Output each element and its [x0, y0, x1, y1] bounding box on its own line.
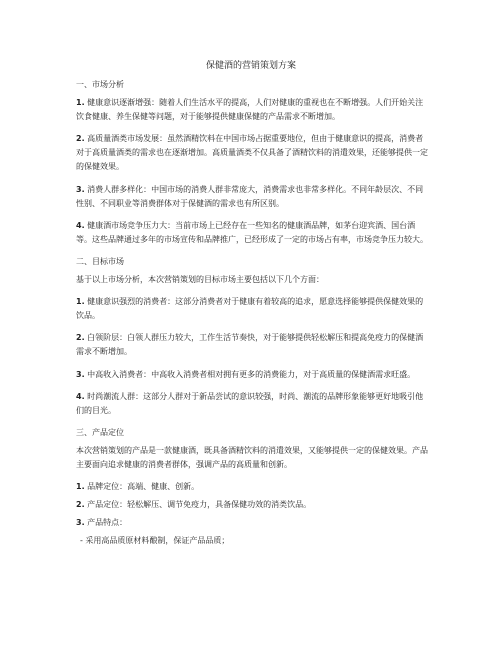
item-text: 白领阶层：白领人群压力较大，工作生活节奏快，对于能够提供轻松解压和提高免疫力的保健酒需求不断增加。: [76, 333, 424, 357]
item-number: 1.: [76, 482, 85, 492]
paragraph: 基于以上市场分析，本次营销策划的目标市场主要包括以下几个方面：: [76, 275, 324, 285]
paragraph: [76, 96, 428, 124]
item-text: 高质量酒类市场发展：虽然酒精饮料在中国市场占据重要地位，但由于健康意识的提高，消费者对于高质量酒类的需求也在逐渐增加。高质量酒类不仅具备了酒精饮料的消遣效果，还能够提供一定的保健效果。: [76, 134, 428, 172]
paragraph: [76, 219, 428, 247]
paragraph: [76, 516, 428, 530]
paragraph: [76, 183, 428, 211]
item-text: 健康酒市场竞争压力大：当前市场上已经存在一些知名的健康酒品牌，如茅台迎宾酒、国台酒等。这些品牌通过多年的市场宣传和品牌推广，已经形成了一定的市场占有率，市场竞争压力较大。: [76, 220, 428, 244]
item-number: 2.: [76, 333, 85, 343]
bullet-item: - 采用高品质原材料酿制，保证产品品质；: [80, 536, 230, 546]
item-number: 3.: [76, 184, 85, 194]
item-text: 产品特点：: [87, 518, 128, 528]
section-heading-target-market: 二、目标市场: [76, 256, 124, 266]
paragraph: 本次营销策划的产品是一款健康酒，既具备酒精饮料的消遣效果，又能够提供一定的保健效果。产品主要面向追求健康的消费者群体，强调产品的高质量和创新。: [76, 445, 428, 469]
item-text: 品牌定位：高端、健康、创新。: [87, 482, 200, 492]
paragraph: [76, 390, 428, 418]
section-heading-market-analysis: 一、市场分析: [76, 80, 124, 89]
item-text: 健康意识强烈的消费者：这部分消费者对于健康有着较高的追求，愿意选择能够提供保健效果的饮品。: [76, 297, 424, 321]
paragraph: [76, 295, 428, 323]
item-number: 3.: [76, 518, 85, 528]
paragraph: [76, 498, 428, 512]
item-text: 消费人群多样化：中国市场的消费人群非常庞大，消费需求也非常多样化。不同年龄层次、不同性别、不同职业等消费群体对于保健酒的需求也有所区别。: [76, 184, 424, 208]
item-number: 1.: [76, 98, 85, 108]
paragraph: [76, 480, 428, 494]
document-title: 保健酒的营销策划方案: [205, 61, 296, 71]
item-number: 4.: [76, 391, 85, 401]
item-number: 2.: [76, 500, 85, 510]
item-number: 4.: [76, 220, 85, 230]
item-number: 3.: [76, 369, 85, 379]
item-number: 2.: [76, 134, 85, 144]
item-text: 产品定位：轻松解压、调节免疫力，具备保健功效的消类饮品。: [87, 500, 312, 510]
paragraph: [76, 331, 428, 359]
paragraph: [76, 132, 428, 174]
section-heading-product-positioning: 三、产品定位: [76, 427, 124, 437]
item-text: 健康意识逐渐增强：随着人们生活水平的提高，人们对健康的重视也在不断增强。人们开始关注饮食健康、养生保健等问题，对于能够提供健康保健的产品需求不断增加。: [76, 98, 424, 122]
document-body: [76, 78, 428, 552]
item-number: 1.: [76, 297, 85, 307]
item-text: 中高收入消费者：中高收入消费者相对拥有更多的消费能力，对于高质量的保健酒需求旺盛。: [87, 369, 416, 379]
paragraph: [76, 368, 428, 382]
item-text: 时尚潮流人群：这部分人群对于新品尝试的意识较强，时尚、潮流的品牌形象能够更好地吸引他们的目光。: [76, 391, 424, 415]
